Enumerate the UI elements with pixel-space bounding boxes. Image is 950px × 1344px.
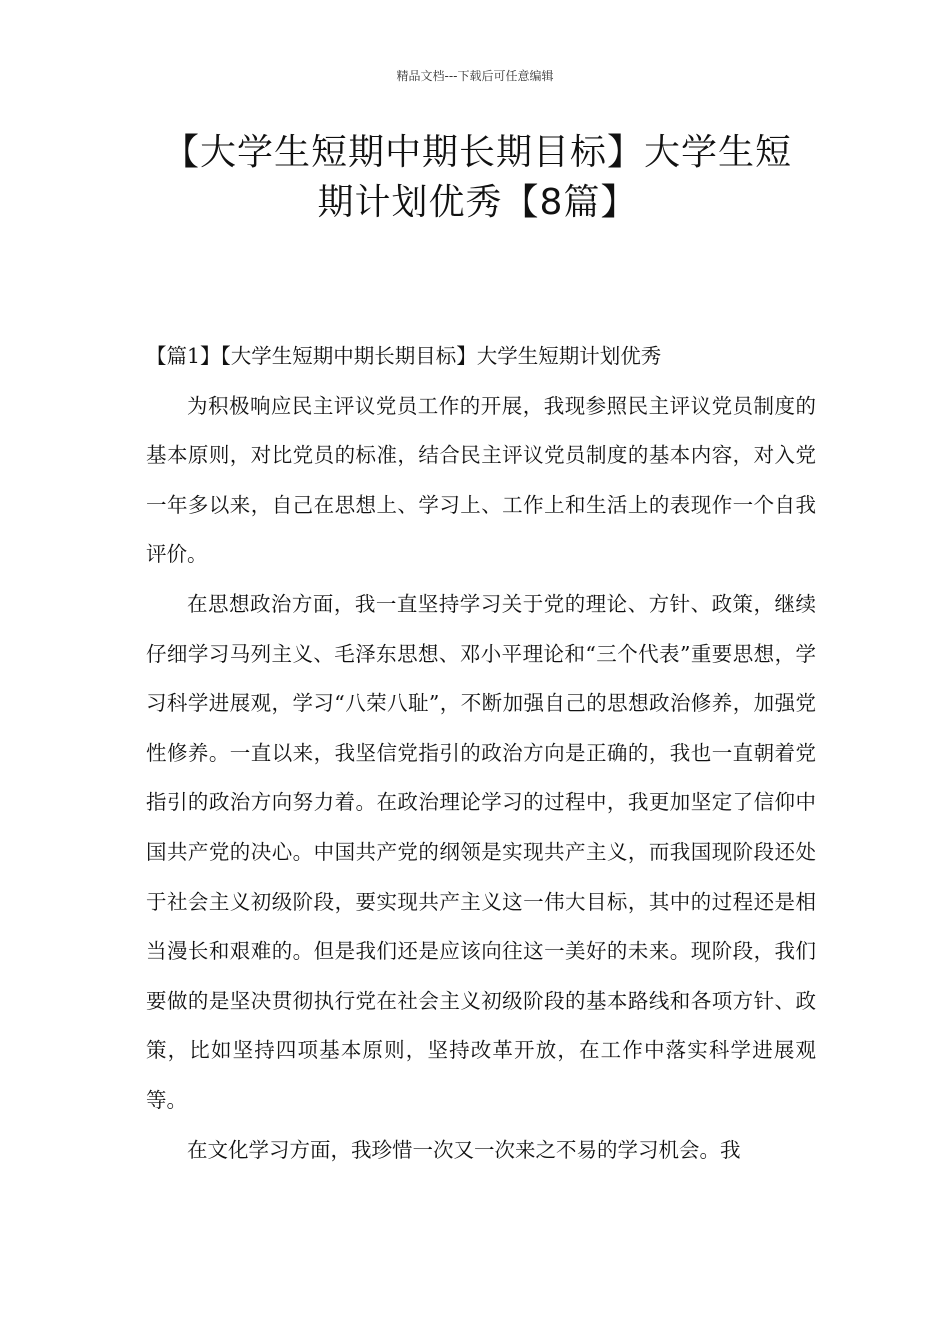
document-title: 【大学生短期中期长期目标】大学生短期计划优秀【8篇】 <box>162 132 792 223</box>
document-body <box>146 332 816 1175</box>
paragraph-1: 为积极响应民主评议党员工作的开展，我现参照民主评议党员制度的基本原则，对比党员的标准，结合民主评议党员制度的基本内容，对入党一年多以来，自己在思想上、学习上、工作上和生活上的表现作一个自我评价。 <box>146 393 816 567</box>
section-heading: 【篇1】【大学生短期中期长期目标】大学生短期计划优秀 <box>146 344 662 368</box>
paragraph-2: 在思想政治方面，我一直坚持学习关于党的理论、方针、政策，继续仔细学习马列主义、毛泽东思想、邓小平理论和“三个代表”重要思想，学习科学进展观，学习“八荣八耻”，不断加强自己的思想政治修养，加强党性修养。一直以来，我坚信党指引的政治方向是正确的，我也一直朝着党指引的政治方向努力着。在政治理论学习的过程中，我更加坚定了信仰中国共产党的决心。中国共产党的纲领是实现共产主义，而我国现阶段还处于社会主义初级阶段，要实现共产主义这一伟大目标，其中的过程还是相当漫长和艰难的。但是我们还是应该向往这一美好的未来。现阶段，我们要做的是坚决贯彻执行党在社会主义初级阶段的基本路线和各项方针、政策，比如坚持四项基本原则，坚持改革开放，在工作中落实科学进展观等。 <box>146 591 816 1112</box>
header-note: 精品文档---下载后可任意编辑 <box>396 69 554 83</box>
paragraph-3: 在文化学习方面，我珍惜一次又一次来之不易的学习机会。我 <box>187 1137 741 1162</box>
